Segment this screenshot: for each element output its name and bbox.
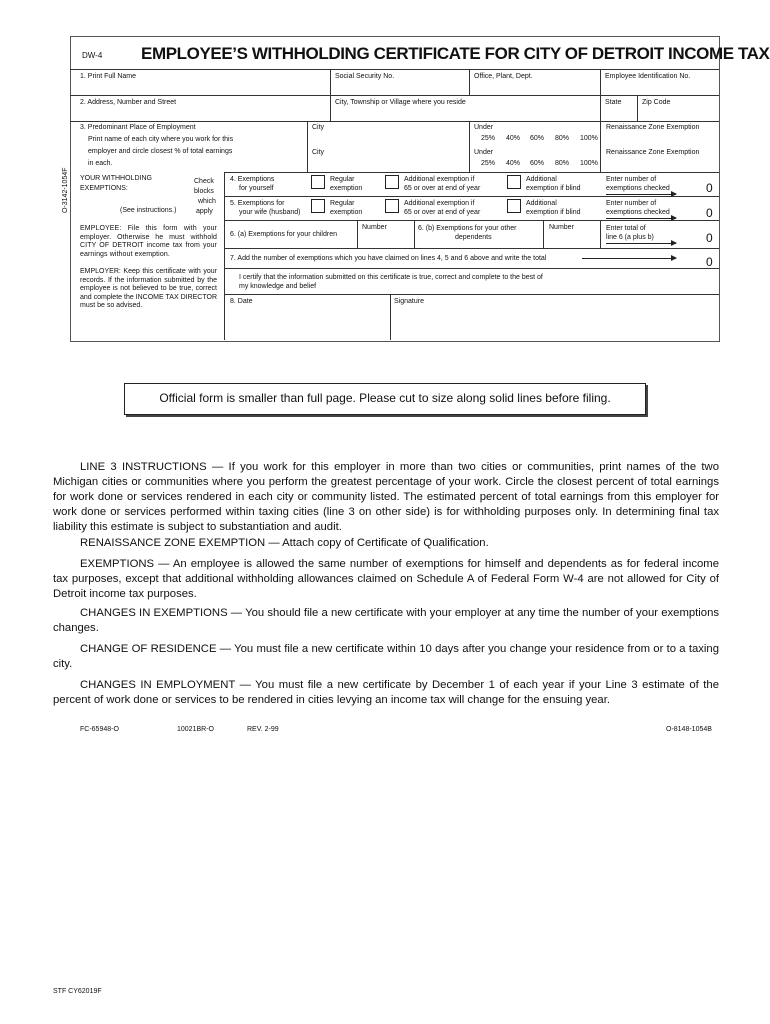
changes-employment-instructions: CHANGES IN EMPLOYMENT — You must file a new certificate by December 1 of each year if your Line 3 estimate of the percent of work done or services to be rendered in cities levying an income tax will change for the ensuing year. bbox=[53, 679, 719, 706]
line5-regular-a: Regular bbox=[330, 200, 355, 207]
see-instructions: (See instructions.) bbox=[120, 207, 177, 214]
line6-total-b: line 6 (a plus b) bbox=[606, 234, 654, 241]
pct-100-a[interactable]: 100% bbox=[580, 135, 598, 142]
line6b-number: Number bbox=[549, 224, 574, 231]
signature-label: Signature bbox=[394, 298, 424, 305]
line5-label-a: 5. Exemptions for bbox=[230, 200, 285, 207]
office-label: Office, Plant, Dept. bbox=[474, 73, 533, 80]
line5-label-b: your wife (husband) bbox=[239, 209, 301, 216]
line4-value[interactable]: 0 bbox=[706, 181, 713, 195]
line4-arrow bbox=[606, 194, 676, 195]
stf-code: STF CY62019F bbox=[53, 988, 102, 995]
address-label: 2. Address, Number and Street bbox=[80, 99, 177, 106]
line6b-label-a: 6. (b) Exemptions for your other bbox=[418, 225, 517, 232]
pct-40-a[interactable]: 40% bbox=[506, 135, 521, 142]
notice-text: Official form is smaller than full page. Please cut to size along solid lines before filing. bbox=[159, 391, 611, 405]
line6-total-a: Enter total of bbox=[606, 225, 646, 232]
line6b-label-b: dependents bbox=[455, 234, 492, 241]
line5-enter-b: exemptions checked bbox=[606, 209, 670, 216]
employee-id-label: Employee Identification No. bbox=[605, 73, 691, 80]
line5-value[interactable]: 0 bbox=[706, 206, 713, 220]
rz-label-2: Renaissance Zone Exemption bbox=[606, 149, 700, 156]
line3-label: 3. Predominant Place of Employment bbox=[80, 124, 196, 131]
ssn-label: Social Security No. bbox=[335, 73, 395, 80]
line6a-number: Number bbox=[362, 224, 387, 231]
pct-40-b[interactable]: 40% bbox=[506, 160, 521, 167]
employer-note: EMPLOYER: Keep this certificate with your records. If the information submitted by the employee is not believed to be true, correct and complete the INCOME TAX DIRECTOR must be so advised. bbox=[80, 268, 217, 309]
form-code: DW-4 bbox=[82, 51, 103, 60]
renaissance-instructions: RENAISSANCE ZONE EXEMPTION — Attach copy of Certificate of Qualification. bbox=[80, 537, 489, 549]
date-label: 8. Date bbox=[230, 298, 253, 305]
line4-regular-checkbox[interactable] bbox=[311, 175, 325, 189]
state-label: State bbox=[605, 99, 622, 106]
check-text-2: blocks bbox=[194, 188, 214, 195]
zip-label: Zip Code bbox=[642, 99, 671, 106]
line5-age65-checkbox[interactable] bbox=[385, 199, 399, 213]
line4-blind-checkbox[interactable] bbox=[507, 175, 521, 189]
line4-blind-b: exemption if blind bbox=[526, 185, 581, 192]
city-reside-label: City, Township or Village where you reside bbox=[335, 99, 466, 106]
employee-note: EMPLOYEE: File this form with your employer. Otherwise he must withhold CITY OF DETROIT income tax from your earnings without exemption. bbox=[80, 225, 217, 258]
line4-age65-checkbox[interactable] bbox=[385, 175, 399, 189]
line5-add-a: Additional exemption if bbox=[404, 200, 475, 207]
pct-25-b[interactable]: 25% bbox=[481, 160, 496, 167]
check-text-4: apply bbox=[196, 208, 213, 215]
line5-blind-a: Additional bbox=[526, 200, 557, 207]
exemptions-instructions: EXEMPTIONS — An employee is allowed the same number of exemptions for himself and dependents as for federal income tax purposes, except that additional withholding allowances claimed on Schedule A of Federal Form W-4 are not allowed for City of Detroit income tax purposes. bbox=[53, 558, 719, 600]
line5-arrow bbox=[606, 218, 676, 219]
line7-value[interactable]: 0 bbox=[706, 255, 713, 269]
withholding-label-1: YOUR WITHHOLDING bbox=[80, 175, 152, 182]
line4-regular-b: exemption bbox=[330, 185, 363, 192]
line6a-label: 6. (a) Exemptions for your children bbox=[230, 231, 337, 238]
line5-regular-b: exemption bbox=[330, 209, 363, 216]
withholding-label-2: EXEMPTIONS: bbox=[80, 185, 128, 192]
change-residence-instructions: CHANGE OF RESIDENCE — You must file a new certificate within 10 days after you change your residence from or to a taxing city. bbox=[53, 643, 719, 670]
pct-60-a[interactable]: 60% bbox=[530, 135, 545, 142]
line3-text-2: Print name of each city where you work for this bbox=[88, 136, 234, 143]
certify-text-a: I certify that the information submitted on this certificate is true, correct and complete to the best of bbox=[239, 274, 543, 281]
under-label-2: Under bbox=[474, 149, 494, 156]
pct-25-a[interactable]: 25% bbox=[481, 135, 496, 142]
line5-enter-a: Enter number of bbox=[606, 200, 657, 207]
under-label-1: Under bbox=[474, 124, 494, 131]
line6-value[interactable]: 0 bbox=[706, 231, 713, 245]
line7-arrow bbox=[582, 258, 676, 259]
footer-code-2: 10021BR-O bbox=[177, 726, 214, 733]
pct-80-a[interactable]: 80% bbox=[555, 135, 570, 142]
changes-exemptions-instructions: CHANGES IN EXEMPTIONS — You should file a new certificate with your employer at any time the number of your exemptions changes. bbox=[53, 607, 719, 634]
check-text-1: Check bbox=[194, 178, 214, 185]
full-name-label: 1. Print Full Name bbox=[80, 73, 137, 80]
line3-text-4: in each. bbox=[88, 160, 113, 167]
form-title: EMPLOYEE’S WITHHOLDING CERTIFICATE FOR CITY OF DETROIT INCOME TAX bbox=[141, 44, 770, 63]
line6-arrow bbox=[606, 243, 676, 244]
check-text-3: which bbox=[198, 198, 216, 205]
footer-code-3: REV. 2-99 bbox=[247, 726, 279, 733]
line4-add-b: 65 or over at end of year bbox=[404, 185, 481, 192]
city-label-1: City bbox=[312, 124, 325, 131]
line5-regular-checkbox[interactable] bbox=[311, 199, 325, 213]
line3-text-3: employer and circle closest % of total earnings bbox=[88, 148, 233, 155]
pct-80-b[interactable]: 80% bbox=[555, 160, 570, 167]
line4-enter-b: exemptions checked bbox=[606, 185, 670, 192]
line4-label-b: for yourself bbox=[239, 185, 274, 192]
line7-label: 7. Add the number of exemptions which you have claimed on lines 4, 5 and 6 above and write the total bbox=[230, 255, 547, 262]
city-label-2: City bbox=[312, 149, 325, 156]
line4-enter-a: Enter number of bbox=[606, 176, 657, 183]
pct-100-b[interactable]: 100% bbox=[580, 160, 598, 167]
line5-add-b: 65 or over at end of year bbox=[404, 209, 481, 216]
certify-text-b: my knowledge and belief bbox=[239, 283, 317, 290]
line4-label-a: 4. Exemptions bbox=[230, 176, 275, 183]
footer-code-1: FC-65948-O bbox=[80, 726, 119, 733]
line3-instructions: LINE 3 INSTRUCTIONS — If you work for this employer in more than two cities or communities, print names of the two Michigan cities or communities where you perform the greatest percentage of your work. Circle the closest percent of total earnings for work done or services rendered in each city or community listed. The estimated percent of total earnings from this employer for work done or services performed within taxing cities (line 3 on other side) is for withholding purposes only. In determining final tax liability this estimate is subject to substantiation and audit. bbox=[53, 461, 719, 533]
pct-60-b[interactable]: 60% bbox=[530, 160, 545, 167]
line5-blind-checkbox[interactable] bbox=[507, 199, 521, 213]
footer-code-4: O-8148-1054B bbox=[666, 726, 712, 733]
line5-blind-b: exemption if blind bbox=[526, 209, 581, 216]
line4-add-a: Additional exemption if bbox=[404, 176, 475, 183]
line4-blind-a: Additional bbox=[526, 176, 557, 183]
rz-label-1: Renaissance Zone Exemption bbox=[606, 124, 700, 131]
line4-regular-a: Regular bbox=[330, 176, 355, 183]
side-form-code: O-3142-1054F bbox=[61, 167, 69, 214]
